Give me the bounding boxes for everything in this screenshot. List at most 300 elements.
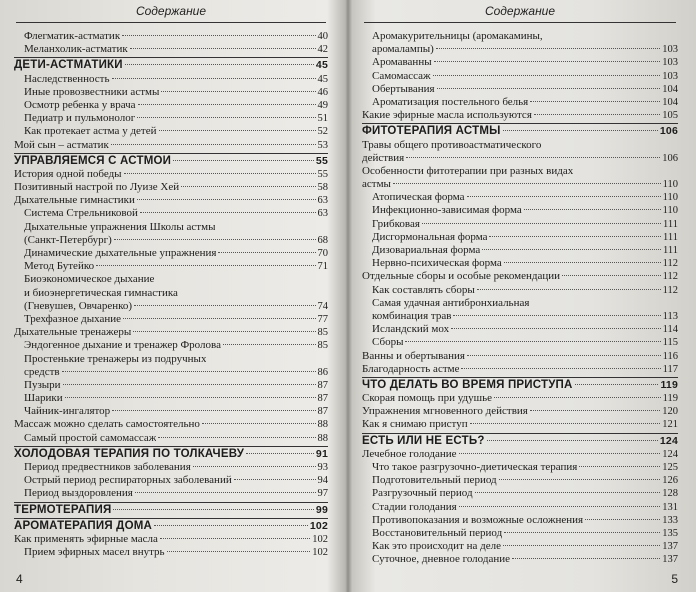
toc-entry-title: Дизовариальная форма (372, 244, 481, 256)
toc-entry-page: 135 (662, 527, 678, 539)
toc-entry (362, 418, 678, 431)
toc-entry-title: ДЕТИ-АСТМАТИКИ (14, 59, 123, 72)
toc-entry (362, 96, 678, 109)
toc-entry-page: 91 (315, 447, 328, 460)
toc-entry (362, 461, 678, 474)
dot-leader (579, 466, 660, 467)
dot-leader (585, 519, 660, 520)
toc-entry (362, 310, 678, 323)
dot-leader (159, 130, 316, 131)
toc-entry (14, 247, 328, 260)
toc-entry-title: Самомассаж (372, 69, 431, 82)
toc-entry-title: комбинация трав (372, 309, 452, 322)
dot-leader (138, 104, 316, 105)
toc-section-heading (362, 125, 678, 138)
section-rule (362, 433, 678, 434)
toc-entry (14, 181, 328, 194)
toc-entry (362, 109, 678, 122)
toc-entry-page: 94 (317, 475, 328, 487)
toc-entry-title: Разгрузочный период (372, 487, 473, 500)
dot-leader (562, 275, 661, 276)
dot-leader (112, 410, 315, 411)
toc-entry-page: 71 (317, 261, 328, 273)
dot-leader (122, 35, 315, 36)
toc-entry (362, 83, 678, 96)
dot-leader (161, 91, 315, 92)
toc-entry (14, 474, 328, 487)
dot-leader (130, 48, 316, 49)
toc-entry-page: 117 (662, 363, 678, 375)
toc-entry-page: 74 (317, 300, 328, 312)
toc-entry-page: 106 (659, 125, 678, 138)
dot-leader (218, 252, 315, 253)
toc-entry-page: 119 (662, 393, 678, 405)
toc-section-heading (14, 448, 328, 461)
dot-leader (393, 183, 661, 184)
toc-entry-page: 128 (662, 488, 678, 500)
dot-leader (223, 344, 316, 345)
toc-entry-page: 103 (662, 57, 678, 69)
toc-entry-title: Динамические дыхательные упражнения (24, 247, 217, 259)
toc-entry (362, 350, 678, 363)
toc-entry-title: Как протекает астма у детей (24, 125, 157, 138)
dot-leader (134, 305, 315, 306)
dot-leader (125, 64, 314, 65)
toc-entry (14, 43, 328, 56)
toc-entry-title: Нервно-психическая форма (372, 257, 502, 270)
toc-entry-page: 133 (662, 514, 678, 526)
toc-entry-page: 103 (662, 44, 678, 56)
dot-leader (173, 160, 314, 161)
toc-entry (14, 125, 328, 138)
toc-entry-title: Острый период респираторных заболеваний (24, 474, 232, 487)
toc-entry-title: Как это происходит на деле (372, 540, 501, 553)
toc-entry-title: Исландский мох (372, 323, 450, 336)
dot-leader (133, 331, 315, 332)
toc-entry-title: средств (24, 365, 60, 378)
dot-leader (113, 509, 313, 510)
toc-entry (14, 86, 328, 99)
toc-entry-page: 87 (317, 379, 328, 391)
dot-leader (160, 538, 310, 539)
toc-entry-title: Меланхолик-астматик (24, 43, 128, 56)
toc-entry-title: Осмотр ребенка у врача (24, 98, 136, 111)
toc-entry (14, 392, 328, 405)
toc-entry-page: 112 (662, 258, 678, 270)
header-rule (16, 22, 326, 23)
dot-leader (494, 397, 661, 398)
toc-entry-title: Эндогенное дыхание и тренажер Фролова (24, 339, 221, 352)
toc-entry-page: 103 (662, 70, 678, 82)
toc-entry (362, 448, 678, 461)
toc-entry-page: 55 (317, 168, 328, 180)
dot-leader (503, 130, 658, 131)
dot-leader (477, 289, 661, 290)
toc-entry-page: 63 (317, 195, 328, 207)
toc-entry-page: 87 (317, 393, 328, 405)
right-page (362, 0, 678, 592)
toc-entry-page: 77 (317, 313, 328, 325)
toc-entry-page: 126 (662, 475, 678, 487)
toc-entry-page: 106 (662, 152, 678, 164)
dot-leader (530, 101, 660, 102)
dot-leader (437, 88, 661, 89)
toc-entry-title: Пузыри (24, 378, 61, 391)
toc-entry (14, 326, 328, 339)
dot-leader (137, 117, 315, 118)
section-rule (14, 446, 328, 447)
section-rule (362, 377, 678, 378)
toc-entry-page: 111 (663, 231, 678, 243)
toc-entry-title: Прием эфирных масел внутрь (24, 546, 165, 559)
toc-entry-title: УПРАВЛЯЕМСЯ С АСТМОЙ (14, 154, 172, 167)
toc-entry-page: 110 (662, 192, 678, 204)
toc-entry-title: Период выздоровления (24, 487, 133, 500)
toc-section-heading (362, 435, 678, 448)
dot-leader (96, 265, 315, 266)
toc-entry-title: Восстановительный период (372, 526, 503, 539)
toc-entry-title: Флегматик-астматик (24, 30, 121, 42)
dot-leader (534, 114, 660, 115)
toc-entry-title: Противопоказания и возможные осложнения (372, 513, 584, 526)
left-page (14, 0, 328, 592)
toc-entry (14, 366, 328, 379)
toc-entry (362, 231, 678, 244)
section-rule (14, 57, 328, 58)
toc-entry-title: Что такое разгрузочно-диетическая терапия (372, 461, 578, 473)
toc-entry-page: 99 (315, 503, 328, 516)
dot-leader (436, 48, 660, 49)
header-rule (364, 22, 676, 23)
dot-leader (62, 371, 316, 372)
toc-list-right (362, 30, 678, 567)
toc-entry (362, 257, 678, 270)
dot-leader (202, 423, 316, 424)
toc-entry-page: 97 (317, 488, 328, 500)
dot-leader (406, 157, 660, 158)
toc-section-heading (14, 59, 328, 72)
toc-entry-title: Сборы (372, 336, 404, 349)
toc-entry (362, 514, 678, 527)
toc-entry-page: 52 (317, 126, 328, 138)
dot-leader (487, 440, 658, 441)
toc-entry (362, 270, 678, 283)
toc-entry (14, 207, 328, 220)
toc-entry-page: 88 (317, 419, 328, 431)
dot-leader (575, 384, 659, 385)
toc-entry (362, 474, 678, 487)
toc-entry-page: 46 (317, 86, 328, 98)
dot-leader (114, 239, 316, 240)
toc-entry-page: 112 (662, 284, 678, 296)
toc-entry (362, 56, 678, 69)
toc-entry (14, 487, 328, 500)
toc-entry-title: Наследственность (24, 72, 110, 85)
toc-section-heading (14, 504, 328, 517)
toc-section-heading (14, 520, 328, 533)
toc-entry (362, 363, 678, 376)
toc-entry-page: 111 (663, 245, 678, 256)
dot-leader (405, 341, 660, 342)
toc-entry-page: 114 (662, 324, 678, 336)
dot-leader (63, 384, 316, 385)
toc-entry-title: Простенькие тренажеры из подручных (24, 352, 207, 365)
dot-leader (234, 479, 316, 480)
toc-entry-page: 102 (312, 533, 328, 545)
toc-entry-title: Грибковая (372, 217, 420, 230)
dot-leader (434, 61, 661, 62)
toc-entry (14, 112, 328, 125)
toc-entry-page: 119 (660, 378, 678, 391)
toc-entry-title: Шарики (24, 392, 63, 405)
toc-entry-title: астмы (362, 178, 391, 191)
toc-entry (362, 165, 678, 178)
dot-leader (111, 144, 316, 145)
toc-entry-page: 49 (317, 99, 328, 111)
toc-entry-title: Мой сын – астматик (14, 138, 109, 151)
toc-entry (14, 273, 328, 286)
toc-entry (362, 323, 678, 336)
toc-entry-title: Инфекционно-зависимая форма (372, 204, 522, 217)
toc-entry-title: Отдельные сборы и особые рекомендации (362, 270, 560, 283)
toc-entry (14, 260, 328, 273)
dot-leader (422, 223, 661, 224)
dot-leader (470, 423, 661, 424)
toc-entry (362, 70, 678, 83)
toc-entry-page: 111 (663, 218, 678, 230)
toc-entry-title: Самая удачная антибронхиальная (372, 296, 530, 309)
dot-leader (167, 551, 311, 552)
toc-entry (14, 99, 328, 112)
toc-entry-title: ТЕРМОТЕРАПИЯ (14, 503, 112, 516)
toc-entry-title: Биоэкономическое дыхание (24, 273, 155, 286)
dot-leader (65, 397, 316, 398)
dot-leader (112, 78, 316, 79)
toc-entry (14, 432, 328, 445)
toc-entry-page: 113 (662, 310, 678, 322)
toc-entry-title: ЕСТЬ ИЛИ НЕ ЕСТЬ? (362, 434, 485, 447)
toc-entry (362, 244, 678, 257)
dot-leader (124, 173, 316, 174)
toc-entry-title: Лечебное голодание (362, 447, 457, 460)
dot-leader (453, 315, 660, 316)
toc-entry-title: Как я снимаю приступ (362, 418, 468, 431)
toc-entry-title: (Санкт-Петербург) (24, 233, 112, 246)
toc-entry-page: 85 (317, 340, 328, 352)
toc-section-heading (362, 379, 678, 392)
toc-entry-page: 102 (312, 547, 328, 559)
toc-entry-page: 131 (662, 501, 678, 513)
toc-entry-page: 110 (662, 205, 678, 217)
toc-entry-title: ЧТО ДЕЛАТЬ ВО ВРЕМЯ ПРИСТУПА (362, 378, 573, 391)
section-rule (362, 123, 678, 124)
toc-entry (14, 405, 328, 418)
toc-entry (362, 30, 678, 43)
toc-entry-title: и биоэнергетическая гимнастика (24, 286, 178, 299)
toc-entry (362, 43, 678, 56)
toc-entry-page: 86 (317, 366, 328, 378)
toc-entry-page: 40 (317, 31, 328, 42)
section-rule (14, 153, 328, 154)
toc-entry (14, 168, 328, 181)
toc-entry (362, 553, 678, 566)
toc-entry-page: 104 (662, 83, 678, 95)
toc-entry-page: 42 (317, 44, 328, 56)
toc-entry-page: 88 (317, 432, 328, 444)
toc-entry-title: Упражнения мгновенного действия (362, 405, 528, 418)
dot-leader (135, 492, 316, 493)
dot-leader (459, 453, 661, 454)
toc-entry (362, 178, 678, 191)
toc-entry-title: ФИТОТЕРАПИЯ АСТМЫ (362, 125, 501, 138)
toc-entry-title: Как составлять сборы (372, 283, 475, 296)
toc-entry (14, 353, 328, 366)
toc-entry-page: 116 (662, 350, 678, 362)
toc-entry (14, 546, 328, 559)
toc-entry-page: 93 (317, 462, 328, 473)
toc-entry-page: 53 (317, 139, 328, 151)
dot-leader (137, 199, 316, 200)
dot-leader (512, 558, 660, 559)
dot-leader (524, 209, 661, 210)
toc-entry-page: 121 (662, 419, 678, 431)
toc-entry-title: Как применять эфирные масла (14, 532, 158, 545)
toc-entry-title: Иные провозвестники астмы (24, 85, 160, 98)
toc-entry-title: Благодарность астме (362, 362, 460, 375)
dot-leader (123, 318, 315, 319)
toc-entry-title: Аромаванны (372, 56, 432, 69)
toc-entry-title: Суточное, дневное голодание (372, 553, 510, 566)
toc-entry-title: Аромакурительницы (аромакамины, (372, 30, 543, 42)
toc-entry-title: Дисгормональная форма (372, 230, 488, 243)
dot-leader (451, 328, 661, 329)
toc-entry (14, 73, 328, 86)
toc-entry-page: 45 (315, 59, 328, 72)
toc-entry-page: 70 (317, 248, 328, 259)
toc-entry-title: действия (362, 151, 405, 164)
section-rule (14, 518, 328, 519)
toc-entry-page: 125 (662, 462, 678, 473)
toc-entry-title: ХОЛОДОВАЯ ТЕРАПИЯ ПО ТОЛКАЧЕВУ (14, 447, 245, 460)
toc-entry-title: Обертывания (372, 82, 435, 95)
toc-entry (362, 487, 678, 500)
toc-entry-title: Трехфазное дыхание (24, 312, 122, 325)
page-number-left: 4 (16, 572, 23, 586)
toc-entry-title: Педиатр и пульмонолог (24, 112, 136, 125)
toc-entry-title: Дыхательные тренажеры (14, 326, 132, 339)
toc-entry-page: 104 (662, 96, 678, 108)
toc-entry-page: 58 (317, 182, 328, 194)
toc-entry (362, 501, 678, 514)
toc-entry-title: Метод Бутейко (24, 260, 95, 273)
toc-entry-title: АРОМАТЕРАПИЯ ДОМА (14, 519, 153, 532)
toc-entry (14, 461, 328, 474)
toc-entry-title: Позитивный настрой по Луизе Хей (14, 181, 180, 194)
dot-leader (503, 545, 660, 546)
toc-entry (14, 139, 328, 152)
toc-entry (362, 540, 678, 553)
toc-entry-page: 110 (662, 179, 678, 191)
toc-entry (14, 313, 328, 326)
toc-entry (14, 234, 328, 247)
toc-entry-title: (Гневушев, Овчаренко) (24, 299, 133, 312)
dot-leader (504, 532, 660, 533)
toc-entry-title: Дыхательные упражнения Школы астмы (24, 220, 216, 233)
running-head-left: Содержание (135, 4, 207, 18)
toc-entry-page: 137 (662, 541, 678, 553)
dot-leader (504, 262, 661, 263)
toc-entry-title: аромалампы) (372, 43, 434, 56)
toc-entry-title: Подготовительный период (372, 474, 497, 487)
toc-entry (362, 139, 678, 152)
dot-leader (489, 236, 661, 237)
toc-entry-page: 124 (659, 434, 678, 447)
toc-entry-page: 115 (662, 337, 678, 349)
toc-entry-page: 51 (317, 113, 328, 125)
dot-leader (467, 355, 661, 356)
toc-entry-title: Особенности фитотерапии при разных видах (362, 164, 574, 177)
dot-leader (181, 186, 315, 187)
toc-entry-page: 120 (662, 406, 678, 418)
toc-entry (14, 221, 328, 234)
toc-entry-title: Чайник-ингалятор (24, 405, 111, 418)
toc-entry-title: Скорая помощь при удушье (362, 392, 492, 405)
section-rule (14, 502, 328, 503)
toc-entry-page: 55 (315, 154, 328, 167)
toc-entry (14, 533, 328, 546)
toc-entry-page: 112 (662, 271, 678, 283)
toc-entry-title: Ванны и обертывания (362, 349, 465, 362)
dot-leader (499, 479, 661, 480)
toc-entry-page: 105 (662, 110, 678, 122)
toc-entry-title: Ароматизация постельного белья (372, 95, 529, 108)
toc-entry (14, 300, 328, 313)
toc-entry (362, 297, 678, 310)
toc-entry (362, 204, 678, 217)
toc-entry (362, 191, 678, 204)
toc-entry-page: 68 (317, 234, 328, 246)
toc-entry (14, 194, 328, 207)
toc-entry (362, 405, 678, 418)
running-head-right: Содержание (484, 4, 556, 18)
toc-entry (362, 336, 678, 349)
toc-entry-title: История одной победы (14, 167, 122, 180)
toc-entry-title: Самый простой самомассаж (24, 431, 157, 444)
toc-entry (14, 30, 328, 43)
toc-entry (14, 287, 328, 300)
dot-leader (475, 492, 661, 493)
toc-entry-title: Атопическая форма (372, 191, 465, 204)
dot-leader (433, 75, 661, 76)
toc-entry-page: 102 (309, 519, 328, 532)
dot-leader (246, 453, 314, 454)
dot-leader (467, 196, 661, 197)
toc-entry (362, 218, 678, 231)
toc-entry-title: Дыхательные гимнастики (14, 194, 135, 207)
toc-entry (362, 392, 678, 405)
dot-leader (482, 249, 661, 250)
toc-entry-page: 137 (662, 554, 678, 566)
toc-entry-title: Система Стрельниковой (24, 207, 138, 220)
toc-entry (362, 152, 678, 165)
toc-entry (14, 418, 328, 431)
toc-entry-title: Стадии голодания (372, 500, 457, 513)
page-number-right: 5 (671, 572, 678, 586)
toc-entry-page: 124 (662, 448, 678, 460)
dot-leader (461, 368, 660, 369)
dot-leader (530, 410, 660, 411)
toc-entry-page: 87 (317, 406, 328, 418)
